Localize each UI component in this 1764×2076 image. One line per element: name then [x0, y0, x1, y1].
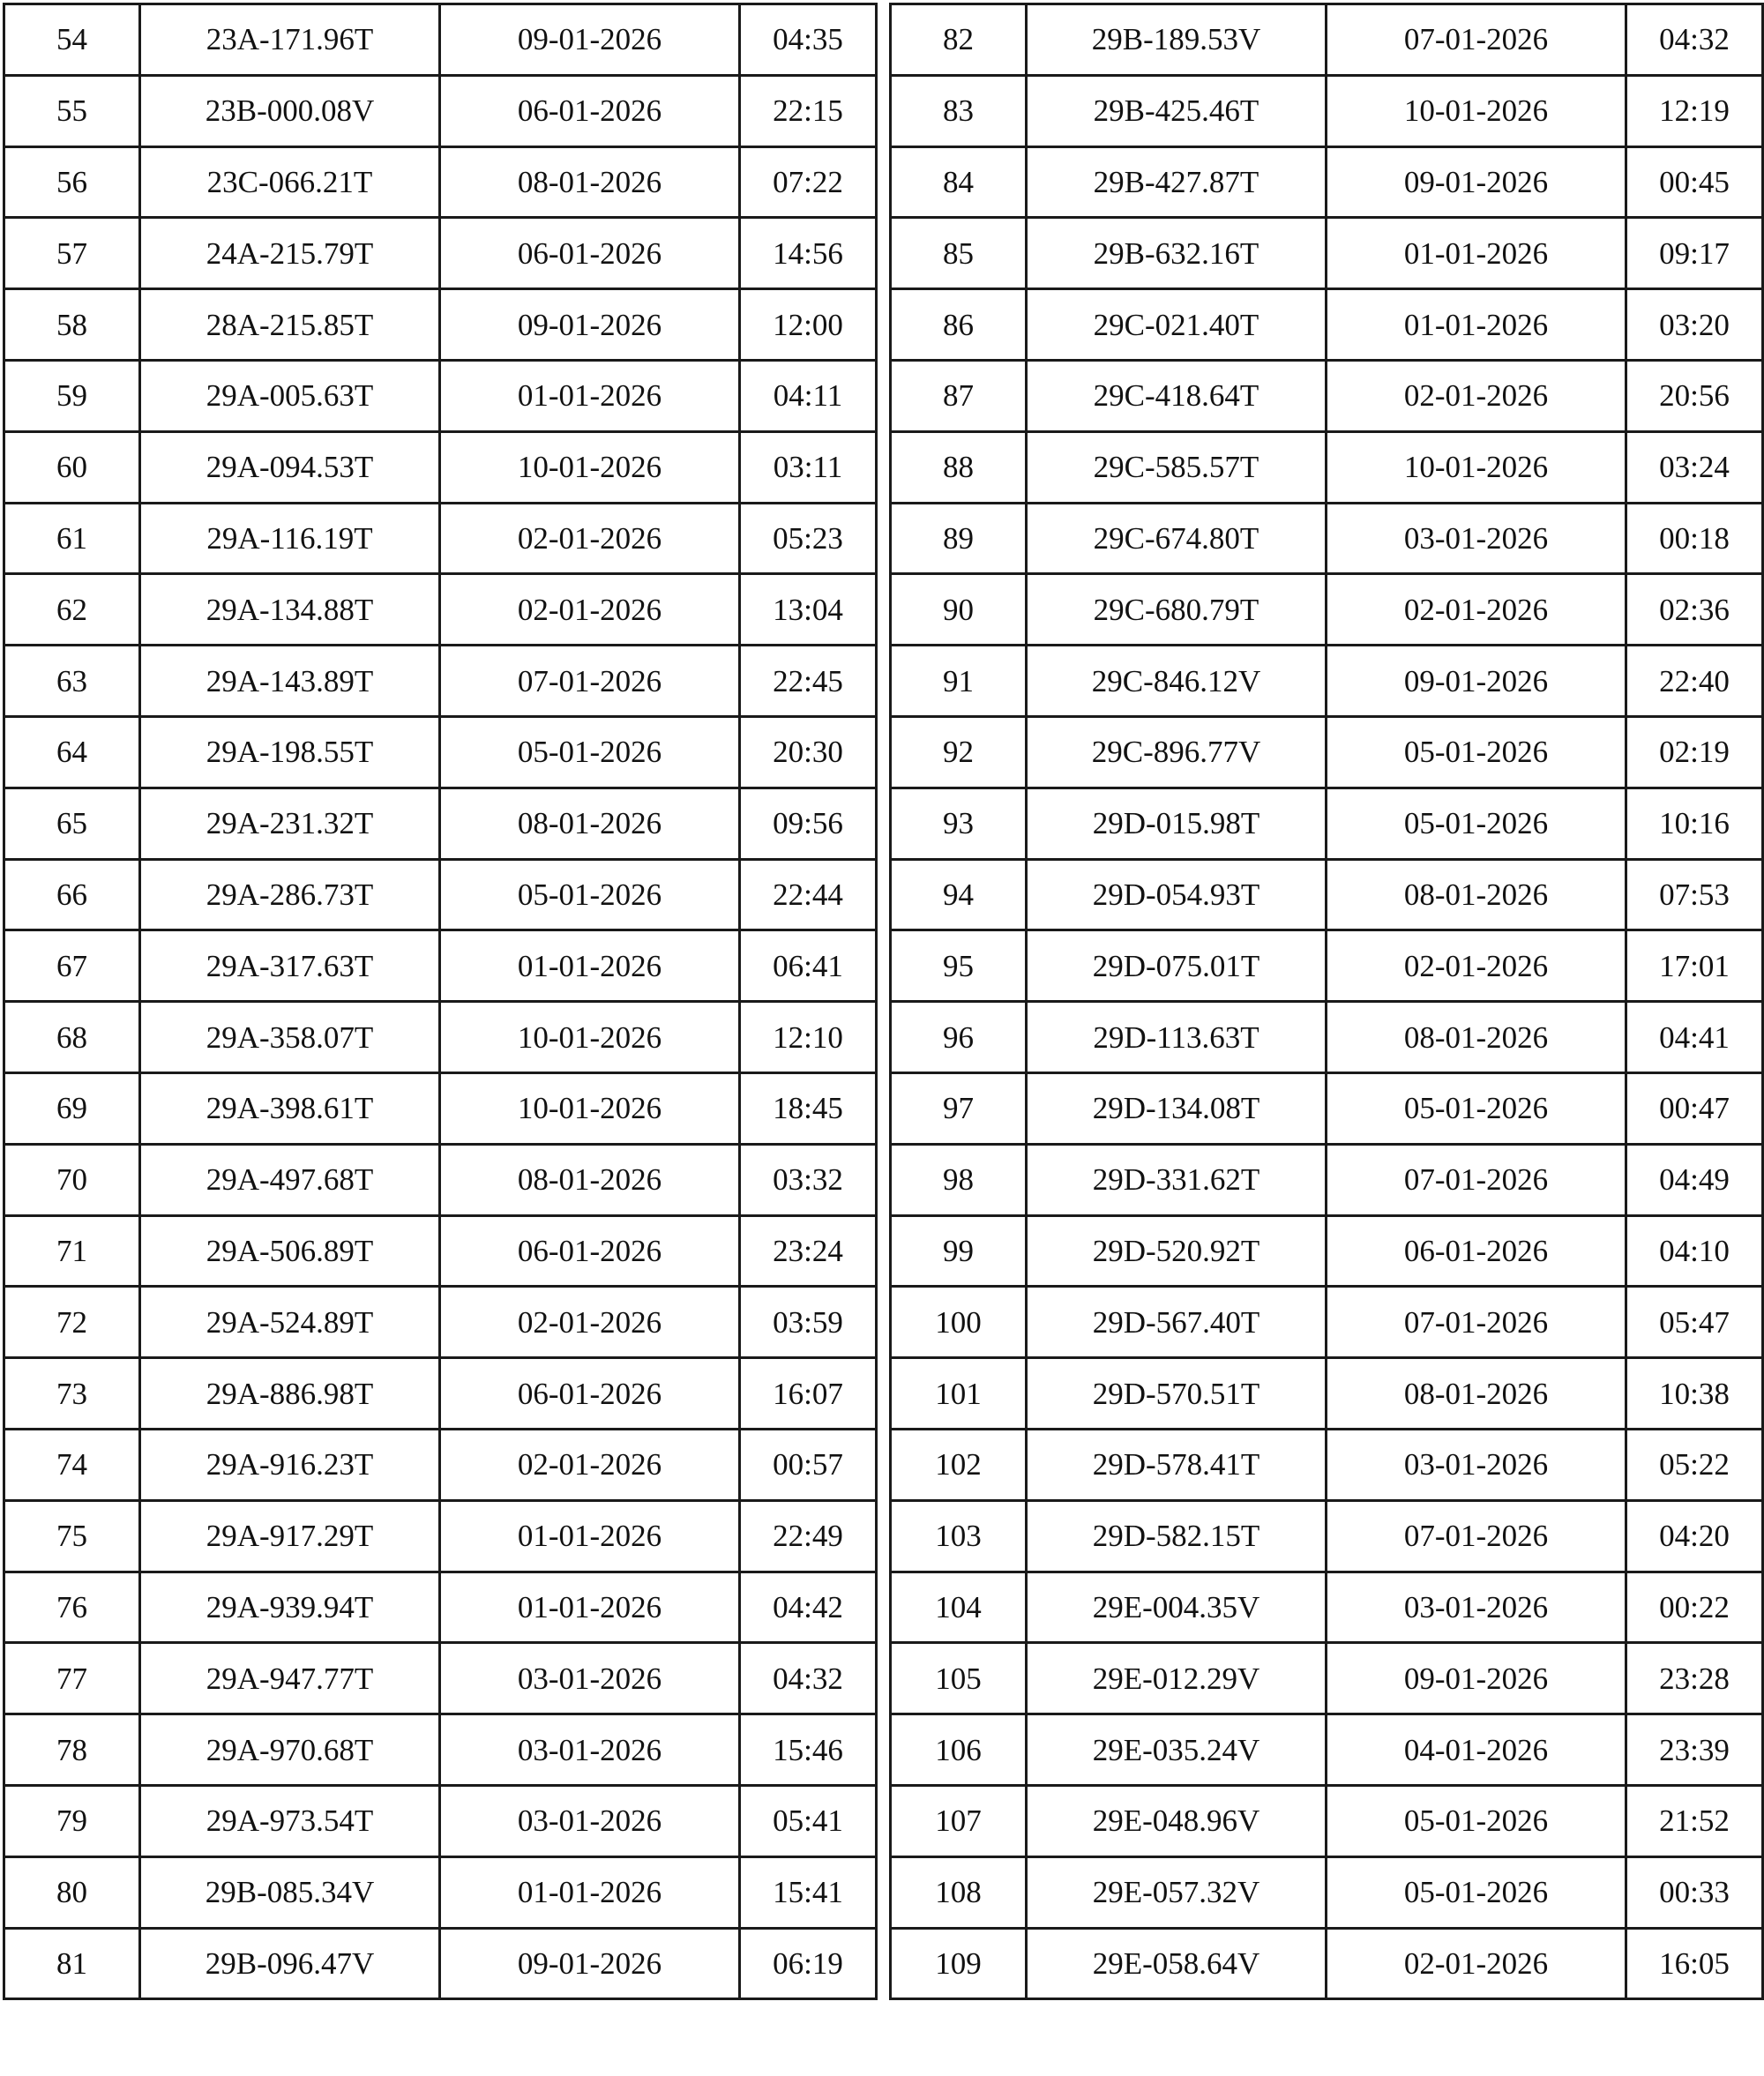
row-number-cell: 64	[4, 716, 140, 788]
row-number-cell: 77	[4, 1643, 140, 1714]
time-cell: 06:41	[740, 930, 877, 1002]
time-cell: 09:17	[1626, 218, 1763, 289]
date-cell: 03-01-2026	[1327, 503, 1626, 574]
row-number-cell: 95	[891, 930, 1027, 1002]
license-plate-cell: 29B-632.16T	[1027, 218, 1327, 289]
date-cell: 05-01-2026	[1327, 1072, 1626, 1144]
row-number-cell: 70	[4, 1144, 140, 1215]
row-number-cell: 88	[891, 431, 1027, 503]
license-plate-cell: 29B-425.46T	[1027, 75, 1327, 146]
date-cell: 05-01-2026	[1327, 716, 1626, 788]
table-row	[891, 431, 1763, 503]
row-number-cell: 81	[4, 1928, 140, 1999]
license-plate-cell: 23B-000.08V	[140, 75, 440, 146]
table-row	[4, 646, 877, 717]
date-cell: 03-01-2026	[440, 1785, 740, 1856]
license-plate-cell: 29A-917.29T	[140, 1500, 440, 1572]
row-number-cell: 73	[4, 1358, 140, 1430]
table-row	[891, 1144, 1763, 1215]
table-row	[891, 1572, 1763, 1643]
row-number-cell: 71	[4, 1215, 140, 1287]
table-row	[4, 1429, 877, 1500]
license-plate-cell: 29D-331.62T	[1027, 1144, 1327, 1215]
row-number-cell: 108	[891, 1856, 1027, 1928]
license-plate-cell: 29D-570.51T	[1027, 1358, 1327, 1430]
license-plate-cell: 29A-005.63T	[140, 360, 440, 431]
date-cell: 01-01-2026	[440, 930, 740, 1002]
table-row	[4, 574, 877, 646]
license-plate-cell: 29E-048.96V	[1027, 1785, 1327, 1856]
table-row	[891, 1429, 1763, 1500]
date-cell: 05-01-2026	[440, 716, 740, 788]
license-plate-cell: 29A-094.53T	[140, 431, 440, 503]
row-number-cell: 61	[4, 503, 140, 574]
date-cell: 09-01-2026	[1327, 146, 1626, 218]
time-cell: 09:56	[740, 788, 877, 859]
table-row	[891, 859, 1763, 930]
time-cell: 00:47	[1626, 1072, 1763, 1144]
time-cell: 02:36	[1626, 574, 1763, 646]
time-cell: 14:56	[740, 218, 877, 289]
date-cell: 05-01-2026	[1327, 1785, 1626, 1856]
row-number-cell: 101	[891, 1358, 1027, 1430]
right-table-body	[891, 4, 1763, 1999]
time-cell: 12:00	[740, 289, 877, 361]
date-cell: 02-01-2026	[1327, 930, 1626, 1002]
date-cell: 07-01-2026	[1327, 1144, 1626, 1215]
time-cell: 15:41	[740, 1856, 877, 1928]
row-number-cell: 80	[4, 1856, 140, 1928]
date-cell: 09-01-2026	[440, 4, 740, 76]
row-number-cell: 87	[891, 360, 1027, 431]
date-cell: 09-01-2026	[440, 289, 740, 361]
date-cell: 09-01-2026	[1327, 1643, 1626, 1714]
license-plate-cell: 29A-947.77T	[140, 1643, 440, 1714]
time-cell: 04:32	[740, 1643, 877, 1714]
license-plate-cell: 29B-096.47V	[140, 1928, 440, 1999]
date-cell: 07-01-2026	[1327, 1287, 1626, 1358]
row-number-cell: 83	[891, 75, 1027, 146]
date-cell: 03-01-2026	[440, 1643, 740, 1714]
date-cell: 05-01-2026	[1327, 1856, 1626, 1928]
license-plate-cell: 29D-015.98T	[1027, 788, 1327, 859]
table-row	[891, 503, 1763, 574]
table-row	[891, 930, 1763, 1002]
license-plate-cell: 29A-398.61T	[140, 1072, 440, 1144]
date-cell: 08-01-2026	[440, 146, 740, 218]
table-row	[4, 289, 877, 361]
row-number-cell: 102	[891, 1429, 1027, 1500]
license-plate-cell: 28A-215.85T	[140, 289, 440, 361]
time-cell: 04:11	[740, 360, 877, 431]
date-cell: 03-01-2026	[440, 1714, 740, 1786]
date-cell: 10-01-2026	[440, 1072, 740, 1144]
row-number-cell: 79	[4, 1785, 140, 1856]
row-number-cell: 72	[4, 1287, 140, 1358]
table-row	[4, 1643, 877, 1714]
date-cell: 07-01-2026	[1327, 4, 1626, 76]
license-plate-cell: 29B-085.34V	[140, 1856, 440, 1928]
row-number-cell: 60	[4, 431, 140, 503]
license-plate-cell: 29A-524.89T	[140, 1287, 440, 1358]
row-number-cell: 96	[891, 1002, 1027, 1073]
time-cell: 07:53	[1626, 859, 1763, 930]
license-plate-cell: 29A-116.19T	[140, 503, 440, 574]
table-row	[891, 75, 1763, 146]
row-number-cell: 99	[891, 1215, 1027, 1287]
license-plate-cell: 29E-058.64V	[1027, 1928, 1327, 1999]
license-plate-cell: 29A-973.54T	[140, 1785, 440, 1856]
time-cell: 16:05	[1626, 1928, 1763, 1999]
date-cell: 09-01-2026	[440, 1928, 740, 1999]
time-cell: 04:20	[1626, 1500, 1763, 1572]
table-row	[4, 431, 877, 503]
time-cell: 18:45	[740, 1072, 877, 1144]
date-cell: 01-01-2026	[440, 1500, 740, 1572]
license-plate-cell: 29D-582.15T	[1027, 1500, 1327, 1572]
date-cell: 10-01-2026	[440, 1002, 740, 1073]
table-row	[4, 930, 877, 1002]
license-plate-cell: 29E-004.35V	[1027, 1572, 1327, 1643]
row-number-cell: 65	[4, 788, 140, 859]
row-number-cell: 85	[891, 218, 1027, 289]
time-cell: 04:49	[1626, 1144, 1763, 1215]
left-table-body	[4, 4, 877, 1999]
left-table-container	[3, 3, 878, 2000]
table-row	[891, 4, 1763, 76]
table-row	[891, 1928, 1763, 1999]
license-plate-cell: 23C-066.21T	[140, 146, 440, 218]
date-cell: 08-01-2026	[1327, 1002, 1626, 1073]
license-plate-cell: 29D-578.41T	[1027, 1429, 1327, 1500]
table-row	[4, 1287, 877, 1358]
date-cell: 05-01-2026	[440, 859, 740, 930]
date-cell: 08-01-2026	[440, 788, 740, 859]
date-cell: 02-01-2026	[440, 1429, 740, 1500]
time-cell: 05:47	[1626, 1287, 1763, 1358]
date-cell: 01-01-2026	[440, 360, 740, 431]
time-cell: 16:07	[740, 1358, 877, 1430]
license-plate-cell: 29E-035.24V	[1027, 1714, 1327, 1786]
license-plate-cell: 29C-585.57T	[1027, 431, 1327, 503]
date-cell: 04-01-2026	[1327, 1714, 1626, 1786]
time-cell: 12:10	[740, 1002, 877, 1073]
row-number-cell: 92	[891, 716, 1027, 788]
table-row	[4, 859, 877, 930]
date-cell: 06-01-2026	[440, 1358, 740, 1430]
license-plate-cell: 29A-886.98T	[140, 1358, 440, 1430]
license-plate-cell: 29A-497.68T	[140, 1144, 440, 1215]
license-plate-cell: 29E-057.32V	[1027, 1856, 1327, 1928]
date-cell: 06-01-2026	[1327, 1215, 1626, 1287]
table-row	[4, 1144, 877, 1215]
table-row	[891, 1500, 1763, 1572]
time-cell: 03:11	[740, 431, 877, 503]
table-row	[891, 1002, 1763, 1073]
table-row	[891, 1785, 1763, 1856]
time-cell: 03:20	[1626, 289, 1763, 361]
date-cell: 02-01-2026	[440, 574, 740, 646]
time-cell: 06:19	[740, 1928, 877, 1999]
license-plate-cell: 29D-134.08T	[1027, 1072, 1327, 1144]
time-cell: 23:39	[1626, 1714, 1763, 1786]
table-row	[891, 574, 1763, 646]
time-cell: 10:16	[1626, 788, 1763, 859]
date-cell: 07-01-2026	[440, 646, 740, 717]
row-number-cell: 89	[891, 503, 1027, 574]
row-number-cell: 82	[891, 4, 1027, 76]
date-cell: 08-01-2026	[1327, 1358, 1626, 1430]
table-row	[4, 1928, 877, 1999]
date-cell: 01-01-2026	[1327, 289, 1626, 361]
time-cell: 00:18	[1626, 503, 1763, 574]
table-row	[4, 1002, 877, 1073]
row-number-cell: 98	[891, 1144, 1027, 1215]
row-number-cell: 63	[4, 646, 140, 717]
table-row	[4, 218, 877, 289]
date-cell: 08-01-2026	[440, 1144, 740, 1215]
license-plate-cell: 29C-846.12V	[1027, 646, 1327, 717]
license-plate-cell: 29C-418.64T	[1027, 360, 1327, 431]
table-row	[4, 1856, 877, 1928]
date-cell: 08-01-2026	[1327, 859, 1626, 930]
time-cell: 12:19	[1626, 75, 1763, 146]
table-row	[891, 788, 1763, 859]
time-cell: 22:45	[740, 646, 877, 717]
license-plate-cell: 29C-674.80T	[1027, 503, 1327, 574]
time-cell: 20:56	[1626, 360, 1763, 431]
license-plate-cell: 29A-970.68T	[140, 1714, 440, 1786]
time-cell: 21:52	[1626, 1785, 1763, 1856]
row-number-cell: 78	[4, 1714, 140, 1786]
right-table-container	[889, 3, 1764, 2000]
time-cell: 05:23	[740, 503, 877, 574]
date-cell: 03-01-2026	[1327, 1572, 1626, 1643]
row-number-cell: 76	[4, 1572, 140, 1643]
license-plate-cell: 23A-171.96T	[140, 4, 440, 76]
time-cell: 13:04	[740, 574, 877, 646]
table-row	[891, 1287, 1763, 1358]
table-row	[4, 503, 877, 574]
license-plate-cell: 29A-231.32T	[140, 788, 440, 859]
license-plate-cell: 29A-358.07T	[140, 1002, 440, 1073]
table-row	[4, 1572, 877, 1643]
table-row	[891, 360, 1763, 431]
table-row	[891, 146, 1763, 218]
row-number-cell: 66	[4, 859, 140, 930]
table-row	[4, 4, 877, 76]
left-violation-table	[3, 3, 878, 2000]
license-plate-cell: 24A-215.79T	[140, 218, 440, 289]
row-number-cell: 105	[891, 1643, 1027, 1714]
row-number-cell: 107	[891, 1785, 1027, 1856]
table-row	[4, 75, 877, 146]
time-cell: 15:46	[740, 1714, 877, 1786]
table-row	[891, 646, 1763, 717]
license-plate-cell: 29D-113.63T	[1027, 1002, 1327, 1073]
row-number-cell: 56	[4, 146, 140, 218]
date-cell: 05-01-2026	[1327, 788, 1626, 859]
row-number-cell: 94	[891, 859, 1027, 930]
row-number-cell: 57	[4, 218, 140, 289]
row-number-cell: 74	[4, 1429, 140, 1500]
date-cell: 10-01-2026	[1327, 431, 1626, 503]
table-row	[4, 716, 877, 788]
table-row	[891, 1714, 1763, 1786]
license-plate-cell: 29A-286.73T	[140, 859, 440, 930]
table-row	[4, 788, 877, 859]
table-row	[4, 1500, 877, 1572]
license-plate-cell: 29C-896.77V	[1027, 716, 1327, 788]
row-number-cell: 67	[4, 930, 140, 1002]
date-cell: 02-01-2026	[1327, 574, 1626, 646]
date-cell: 06-01-2026	[440, 1215, 740, 1287]
date-cell: 02-01-2026	[1327, 360, 1626, 431]
row-number-cell: 86	[891, 289, 1027, 361]
date-cell: 09-01-2026	[1327, 646, 1626, 717]
row-number-cell: 91	[891, 646, 1027, 717]
time-cell: 20:30	[740, 716, 877, 788]
time-cell: 07:22	[740, 146, 877, 218]
license-plate-cell: 29D-567.40T	[1027, 1287, 1327, 1358]
time-cell: 22:15	[740, 75, 877, 146]
date-cell: 02-01-2026	[440, 1287, 740, 1358]
license-plate-cell: 29A-939.94T	[140, 1572, 440, 1643]
date-cell: 02-01-2026	[1327, 1928, 1626, 1999]
table-row	[891, 1856, 1763, 1928]
time-cell: 00:57	[740, 1429, 877, 1500]
table-row	[4, 1072, 877, 1144]
table-row	[891, 218, 1763, 289]
table-row	[4, 1358, 877, 1430]
row-number-cell: 104	[891, 1572, 1027, 1643]
time-cell: 00:45	[1626, 146, 1763, 218]
row-number-cell: 84	[891, 146, 1027, 218]
table-row	[891, 1072, 1763, 1144]
license-plate-cell: 29D-520.92T	[1027, 1215, 1327, 1287]
time-cell: 00:33	[1626, 1856, 1763, 1928]
license-plate-cell: 29D-075.01T	[1027, 930, 1327, 1002]
table-row	[891, 1643, 1763, 1714]
row-number-cell: 62	[4, 574, 140, 646]
license-plate-cell: 29A-143.89T	[140, 646, 440, 717]
license-plate-cell: 29A-916.23T	[140, 1429, 440, 1500]
license-plate-cell: 29B-427.87T	[1027, 146, 1327, 218]
time-cell: 04:42	[740, 1572, 877, 1643]
table-row	[891, 1358, 1763, 1430]
license-plate-cell: 29A-134.88T	[140, 574, 440, 646]
time-cell: 04:41	[1626, 1002, 1763, 1073]
date-cell: 06-01-2026	[440, 75, 740, 146]
row-number-cell: 90	[891, 574, 1027, 646]
time-cell: 04:10	[1626, 1215, 1763, 1287]
row-number-cell: 58	[4, 289, 140, 361]
time-cell: 22:44	[740, 859, 877, 930]
row-number-cell: 109	[891, 1928, 1027, 1999]
table-row	[4, 1215, 877, 1287]
time-cell: 05:22	[1626, 1429, 1763, 1500]
right-violation-table	[889, 3, 1764, 2000]
row-number-cell: 55	[4, 75, 140, 146]
table-row	[891, 289, 1763, 361]
date-cell: 01-01-2026	[440, 1856, 740, 1928]
time-cell: 03:59	[740, 1287, 877, 1358]
time-cell: 22:40	[1626, 646, 1763, 717]
license-plate-cell: 29C-680.79T	[1027, 574, 1327, 646]
time-cell: 04:35	[740, 4, 877, 76]
table-row	[4, 1714, 877, 1786]
date-cell: 06-01-2026	[440, 218, 740, 289]
row-number-cell: 75	[4, 1500, 140, 1572]
time-cell: 03:24	[1626, 431, 1763, 503]
table-row	[4, 1785, 877, 1856]
time-cell: 05:41	[740, 1785, 877, 1856]
row-number-cell: 68	[4, 1002, 140, 1073]
time-cell: 23:28	[1626, 1643, 1763, 1714]
time-cell: 03:32	[740, 1144, 877, 1215]
time-cell: 22:49	[740, 1500, 877, 1572]
time-cell: 10:38	[1626, 1358, 1763, 1430]
row-number-cell: 54	[4, 4, 140, 76]
row-number-cell: 69	[4, 1072, 140, 1144]
date-cell: 03-01-2026	[1327, 1429, 1626, 1500]
date-cell: 07-01-2026	[1327, 1500, 1626, 1572]
time-cell: 00:22	[1626, 1572, 1763, 1643]
license-plate-cell: 29D-054.93T	[1027, 859, 1327, 930]
time-cell: 02:19	[1626, 716, 1763, 788]
license-plate-cell: 29A-317.63T	[140, 930, 440, 1002]
table-row	[4, 360, 877, 431]
license-plate-cell: 29E-012.29V	[1027, 1643, 1327, 1714]
table-row	[4, 146, 877, 218]
license-plate-cell: 29B-189.53V	[1027, 4, 1327, 76]
date-cell: 10-01-2026	[440, 431, 740, 503]
time-cell: 23:24	[740, 1215, 877, 1287]
date-cell: 01-01-2026	[1327, 218, 1626, 289]
row-number-cell: 59	[4, 360, 140, 431]
time-cell: 04:32	[1626, 4, 1763, 76]
row-number-cell: 97	[891, 1072, 1027, 1144]
row-number-cell: 103	[891, 1500, 1027, 1572]
license-plate-cell: 29A-198.55T	[140, 716, 440, 788]
license-plate-cell: 29C-021.40T	[1027, 289, 1327, 361]
date-cell: 01-01-2026	[440, 1572, 740, 1643]
license-plate-cell: 29A-506.89T	[140, 1215, 440, 1287]
date-cell: 02-01-2026	[440, 503, 740, 574]
time-cell: 17:01	[1626, 930, 1763, 1002]
table-row	[891, 1215, 1763, 1287]
row-number-cell: 93	[891, 788, 1027, 859]
row-number-cell: 100	[891, 1287, 1027, 1358]
table-row	[891, 716, 1763, 788]
date-cell: 10-01-2026	[1327, 75, 1626, 146]
row-number-cell: 106	[891, 1714, 1027, 1786]
